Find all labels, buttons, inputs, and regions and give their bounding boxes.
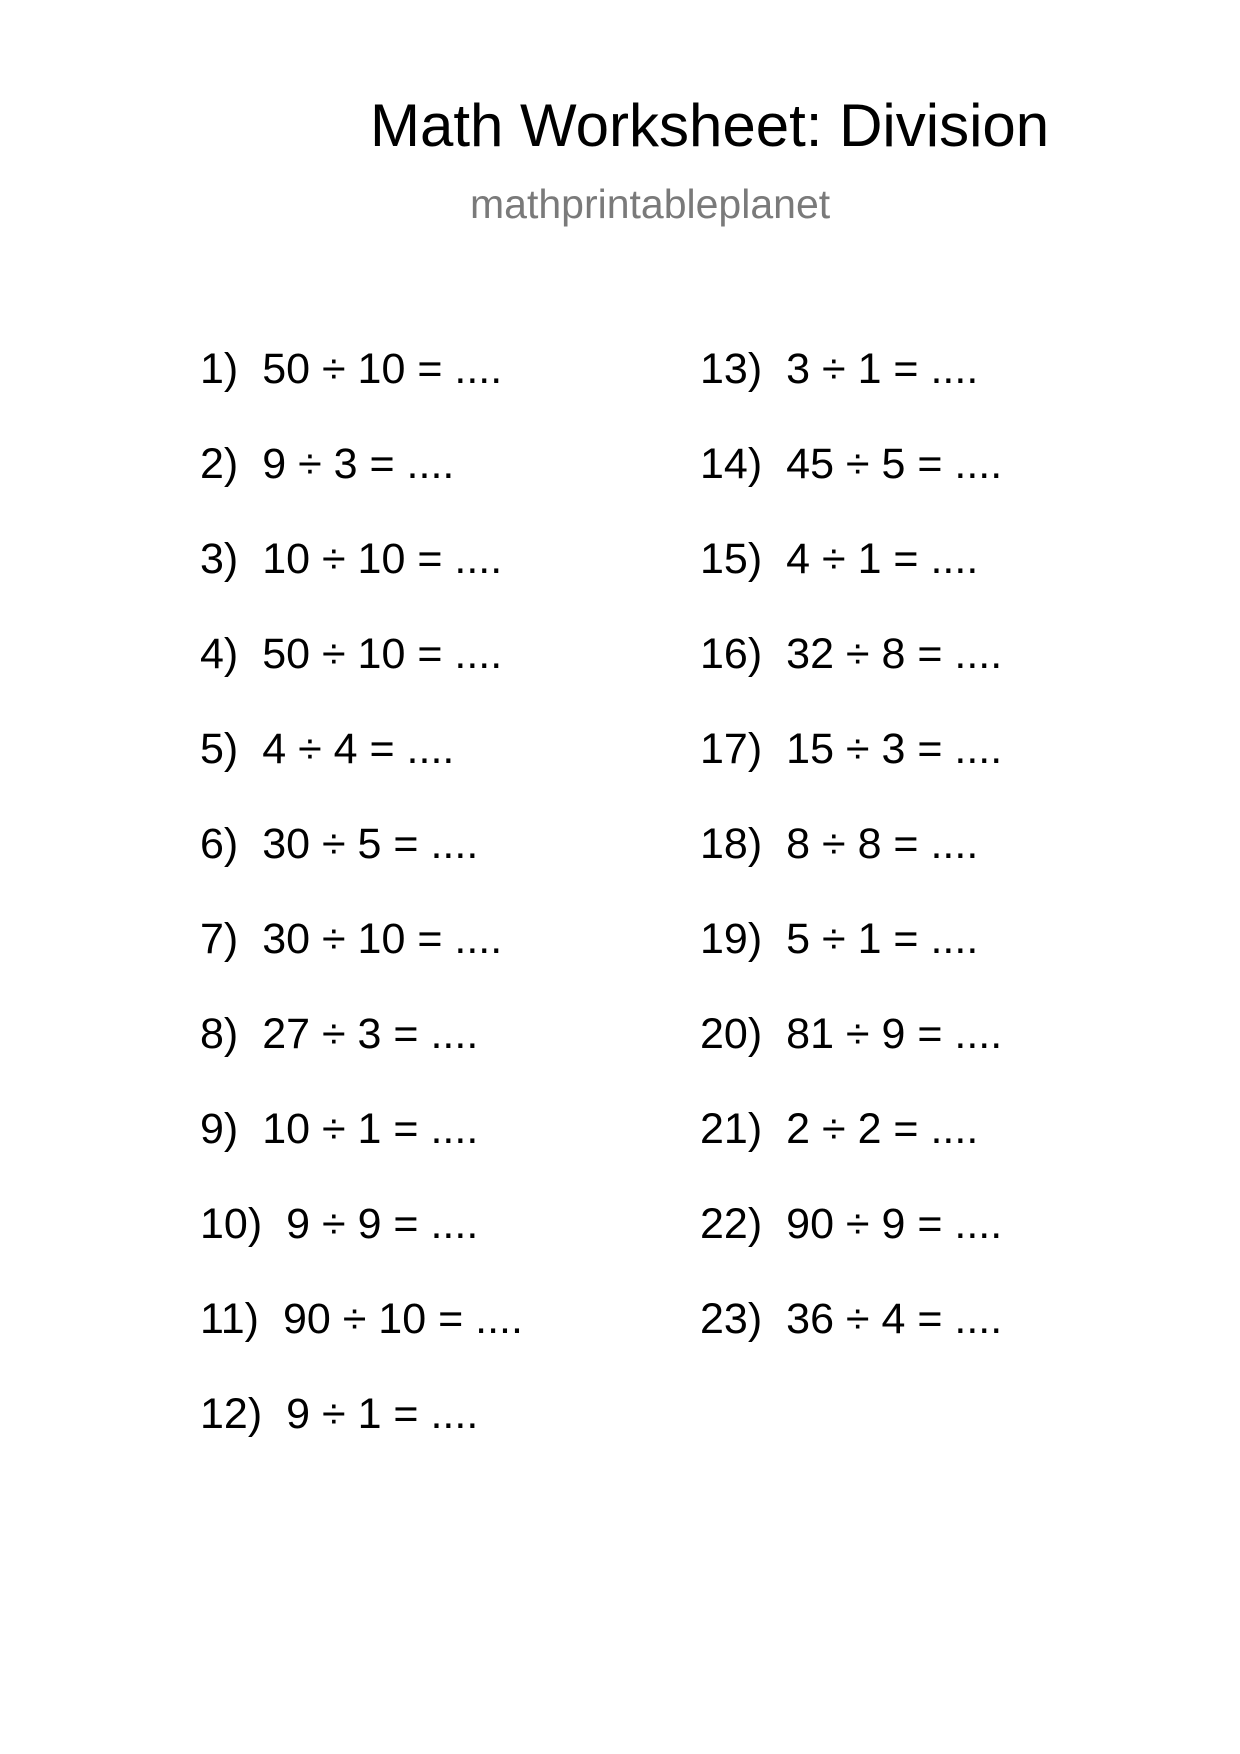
problem-item [200,345,523,443]
problem-item [700,440,1003,538]
problem-item [700,1010,1003,1108]
problem-item [700,345,1002,443]
problem-item [200,1105,523,1203]
problem-expression: 2 ÷ 2 = .... [786,1105,979,1153]
problem-expression: 3 ÷ 1 = .... [786,345,979,393]
problem-expression: 30 ÷ 5 = .... [262,820,479,868]
problem-number: 19) [700,915,763,963]
problem-item [700,725,1003,823]
problem-number: 1) [200,345,239,393]
problem-expression: 27 ÷ 3 = .... [262,1010,479,1058]
page-title: Math Worksheet: Division [370,92,1050,159]
problem-item [200,1390,523,1488]
problem-item [200,535,523,633]
problem-number: 6) [200,820,239,868]
problem-expression: 32 ÷ 8 = .... [786,630,1003,678]
problem-number: 5) [200,725,239,773]
problem-expression: 50 ÷ 10 = .... [262,630,503,678]
problem-number: 10) [200,1200,263,1248]
problem-item [200,1010,523,1108]
problem-expression: 9 ÷ 3 = .... [262,440,455,488]
problem-item [200,820,523,918]
problem-number: 22) [700,1200,763,1248]
problem-expression: 10 ÷ 1 = .... [262,1105,479,1153]
problem-expression: 4 ÷ 1 = .... [786,535,979,583]
problem-expression: 5 ÷ 1 = .... [786,915,979,963]
problem-expression: 90 ÷ 10 = .... [282,1295,523,1343]
problem-number: 8) [200,1010,239,1058]
problem-number: 14) [700,440,763,488]
problem-number: 18) [700,820,763,868]
problem-number: 9) [200,1105,239,1153]
problem-item [200,1200,523,1298]
problem-expression: 30 ÷ 10 = .... [262,915,503,963]
problem-item [700,1200,1003,1298]
problem-item [200,1295,523,1393]
problem-expression: 90 ÷ 9 = .... [786,1200,1003,1248]
problem-number: 15) [700,535,763,583]
problem-expression: 8 ÷ 8 = .... [786,820,979,868]
problem-expression: 9 ÷ 9 = .... [286,1200,479,1248]
problem-number: 2) [200,440,239,488]
problem-number: 4) [200,630,239,678]
problem-item [700,1295,1003,1393]
problem-item [200,725,523,823]
problem-item [700,535,1002,633]
problem-list-left [200,345,523,1488]
problem-item [700,915,1002,1013]
problem-expression: 45 ÷ 5 = .... [786,440,1003,488]
problem-number: 3) [200,535,239,583]
problem-number: 21) [700,1105,763,1153]
problem-number: 12) [200,1390,263,1438]
problem-expression: 15 ÷ 3 = .... [786,725,1003,773]
problem-expression: 36 ÷ 4 = .... [786,1295,1003,1343]
problem-item [200,440,523,538]
problem-expression: 10 ÷ 10 = .... [262,535,503,583]
problem-list-right [700,345,1003,1393]
problem-number: 23) [700,1295,763,1343]
problem-number: 16) [700,630,763,678]
problem-expression: 9 ÷ 1 = .... [286,1390,479,1438]
problem-item [700,630,1003,728]
problem-number: 11) [200,1295,259,1343]
problem-number: 17) [700,725,763,773]
site-name: mathprintableplanet [470,181,831,227]
problem-number: 7) [200,915,239,963]
problem-item [200,630,523,728]
problem-item [200,915,523,1013]
problem-item [700,820,1002,918]
problem-expression: 81 ÷ 9 = .... [786,1010,1003,1058]
problem-item [700,1105,1002,1203]
problem-expression: 50 ÷ 10 = .... [262,345,503,393]
problem-number: 20) [700,1010,763,1058]
problem-number: 13) [700,345,763,393]
problem-expression: 4 ÷ 4 = .... [262,725,455,773]
